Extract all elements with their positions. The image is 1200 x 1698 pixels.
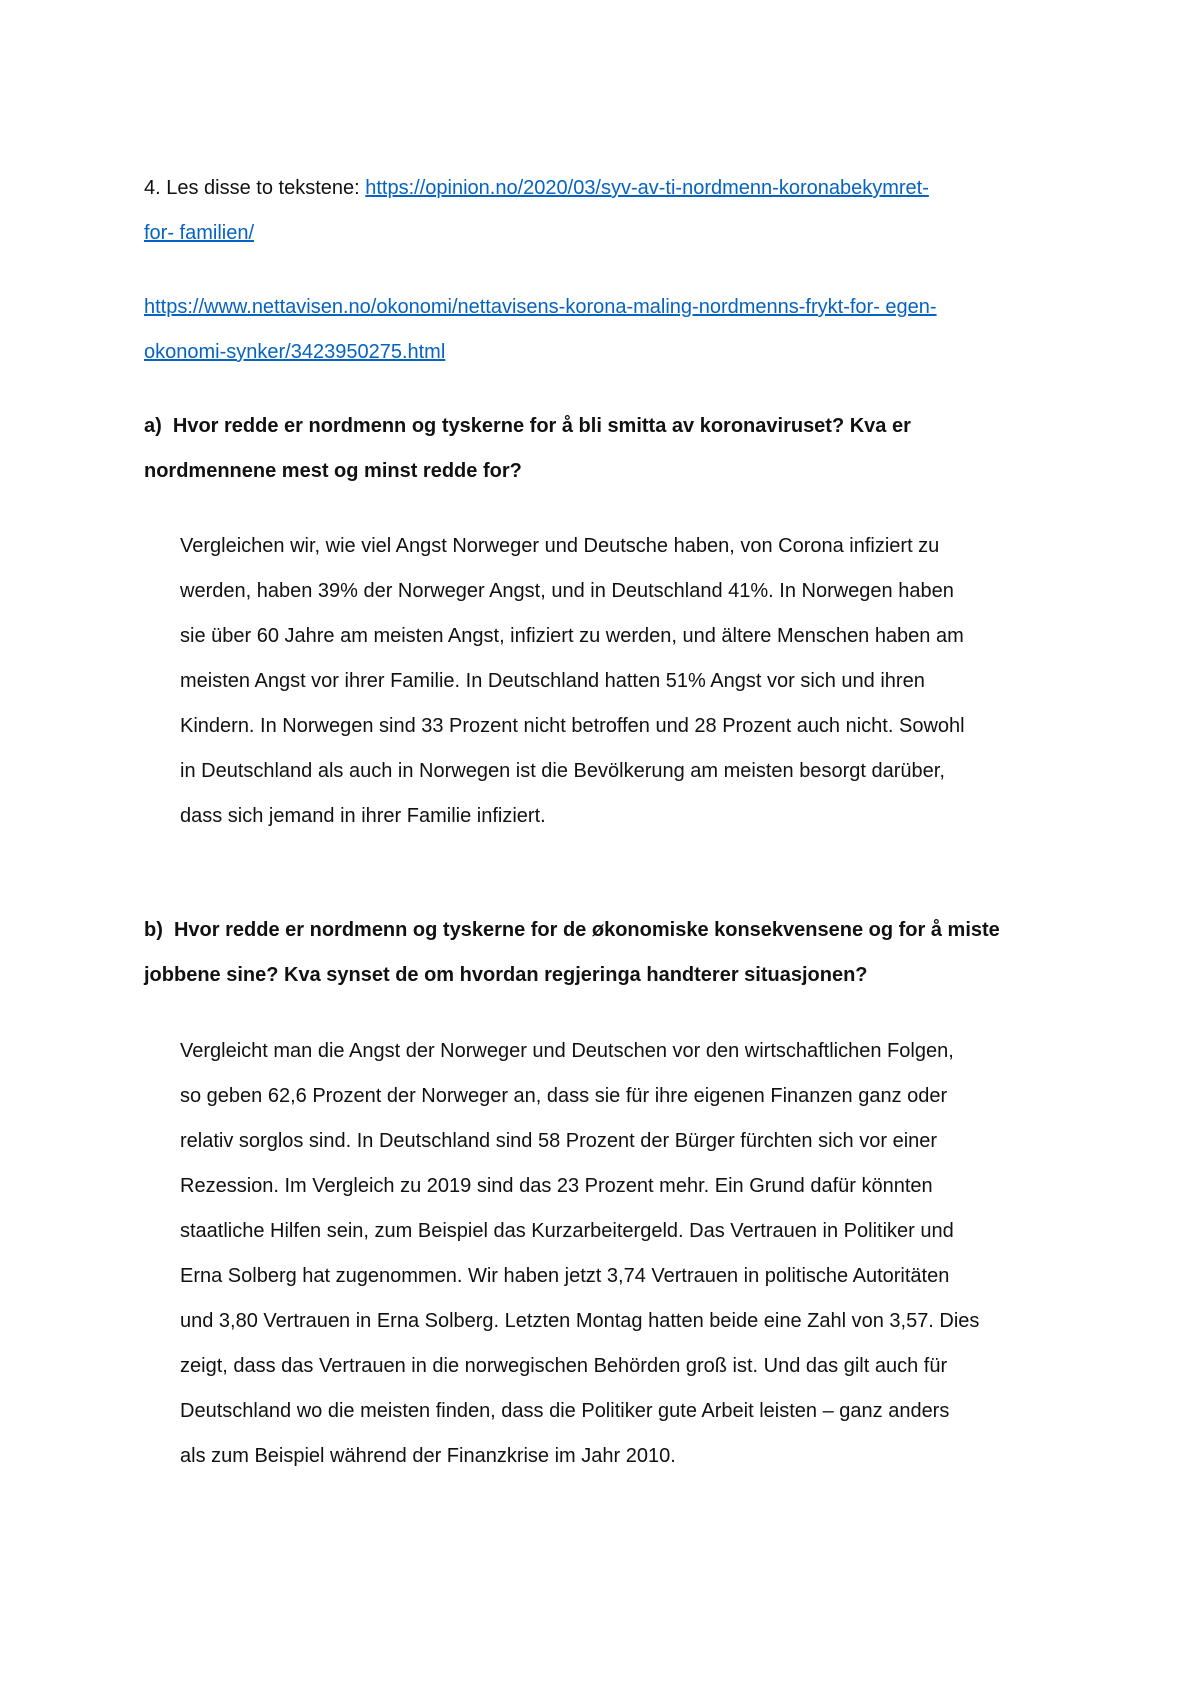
task-intro: 4. Les disse to tekstene: <box>144 177 366 199</box>
link-opinion-part2[interactable]: for- familien/ <box>144 222 255 244</box>
link-nettavisen-part2[interactable]: okonomi-synker/3423950275.html <box>144 341 446 363</box>
answer-b-line: Erna Solberg hat zugenommen. Wir haben jetzt 3,74 Vertrauen in politische Autoritäten <box>180 1265 950 1287</box>
question-b-line1: b) Hvor redde er nordmenn og tyskerne for de økonomiske konsekvensene og for å miste <box>144 919 1000 941</box>
answer-b-line: staatliche Hilfen sein, zum Beispiel das Kurzarbeitergeld. Das Vertrauen in Politiker und <box>180 1220 954 1242</box>
link-opinion-part1[interactable]: https://opinion.no/2020/03/syv-av-ti-nordmenn-koronabekymret- <box>365 177 929 199</box>
link-nettavisen-line2 <box>144 338 445 366</box>
answer-b-line: Vergleicht man die Angst der Norweger und Deutschen vor den wirtschaftlichen Folgen, <box>180 1040 954 1062</box>
answer-b-line: als zum Beispiel während der Finanzkrise im Jahr 2010. <box>180 1445 676 1467</box>
link-nettavisen-part1[interactable]: https://www.nettavisen.no/okonomi/nettavisens-korona-maling-nordmenns-frykt-for- egen- <box>144 296 937 318</box>
answer-a-line: meisten Angst vor ihrer Familie. In Deutschland hatten 51% Angst vor sich und ihren <box>180 670 925 692</box>
task-intro-line <box>144 174 929 202</box>
answer-b-line: relativ sorglos sind. In Deutschland sind 58 Prozent der Bürger fürchten sich vor einer <box>180 1130 938 1152</box>
answer-a-line: werden, haben 39% der Norweger Angst, und in Deutschland 41%. In Norwegen haben <box>180 580 954 602</box>
question-b-line2: jobbene sine? Kva synset de om hvordan regjeringa handterer situasjonen? <box>144 964 868 986</box>
question-a-line2: nordmennene mest og minst redde for? <box>144 460 522 482</box>
answer-b-line: so geben 62,6 Prozent der Norweger an, dass sie für ihre eigenen Finanzen ganz oder <box>180 1085 948 1107</box>
answer-a-line: sie über 60 Jahre am meisten Angst, infiziert zu werden, und ältere Menschen haben am <box>180 625 964 647</box>
link-opinion-line2 <box>144 219 254 247</box>
answer-b-line: Deutschland wo die meisten finden, dass die Politiker gute Arbeit leisten – ganz anders <box>180 1400 950 1422</box>
answer-b-line: zeigt, dass das Vertrauen in die norwegischen Behörden groß ist. Und das gilt auch für <box>180 1355 948 1377</box>
answer-b-line: und 3,80 Vertrauen in Erna Solberg. Letzten Montag hatten beide eine Zahl von 3,57. Dies <box>180 1310 980 1332</box>
answer-b-line: Rezession. Im Vergleich zu 2019 sind das 23 Prozent mehr. Ein Grund dafür könnten <box>180 1175 933 1197</box>
question-a-line1: a) Hvor redde er nordmenn og tyskerne for å bli smitta av koronaviruset? Kva er <box>144 415 911 437</box>
answer-a-line: Kindern. In Norwegen sind 33 Prozent nicht betroffen und 28 Prozent auch nicht. Sowohl <box>180 715 965 737</box>
answer-a-line: dass sich jemand in ihrer Familie infiziert. <box>180 805 546 827</box>
answer-a-line: in Deutschland als auch in Norwegen ist die Bevölkerung am meisten besorgt darüber, <box>180 760 945 782</box>
link-nettavisen-line1 <box>144 293 937 321</box>
answer-a-line: Vergleichen wir, wie viel Angst Norweger und Deutsche haben, von Corona infiziert zu <box>180 535 940 557</box>
